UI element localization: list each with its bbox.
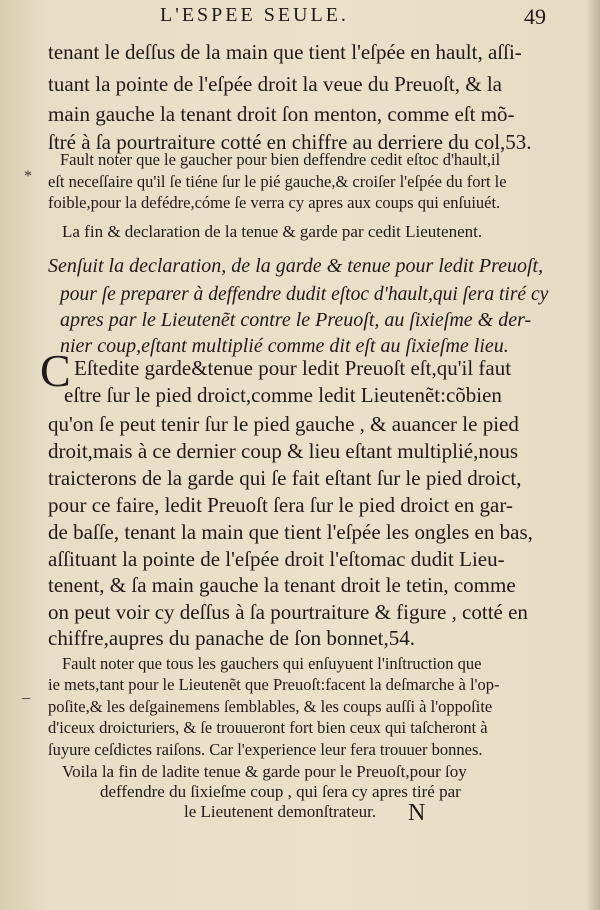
text-line: eſtre ſur le pied droict,comme ledit Lieutenẽt:cõbien xyxy=(64,383,502,407)
text-line: Eſtedite garde&tenue pour ledit Preuoſt eſt,qu'il faut xyxy=(74,356,512,380)
page-number: 49 xyxy=(524,4,546,29)
margin-mark: _ xyxy=(22,684,30,701)
text-line: droit,mais à ce dernier coup & lieu eſtant multiplié,nous xyxy=(48,439,519,463)
text-line: qu'on ſe peut tenir ſur le pied gauche , & auancer le pied xyxy=(48,412,519,436)
closing-line: le Lieutenent demonſtrateur. xyxy=(184,802,377,821)
note-line: Fault noter que le gaucher pour bien deffendre cedit eſtoc d'hault,il xyxy=(60,150,501,169)
running-title: L'ESPEE SEULE. xyxy=(160,4,349,26)
italic-heading-line: pour ſe preparer à deffendre dudit eſtoc d'hault,qui ſera tiré cy xyxy=(60,283,549,305)
text-line: traicterons de la garde qui ſe fait eſtant ſur le pied droict, xyxy=(48,466,522,490)
note-line: d'iceux droicturiers, & ſe trouueront fort bien ceux qui taſcheront à xyxy=(48,718,488,737)
italic-heading-line: nier coup,eſtant multiplié comme dit eſt au ſixieſme lieu. xyxy=(60,335,509,357)
text-line: chiffre,aupres du panache de ſon bonnet,54. xyxy=(48,626,415,650)
text-line: tenant le deſſus de la main que tient l'eſpée en hault, aſſi- xyxy=(48,40,522,64)
text-line: pour ce faire, ledit Preuoſt ſera ſur le pied droict en gar- xyxy=(48,493,513,517)
note-line: Fault noter que tous les gauchers qui enſuyuent l'inſtruction que xyxy=(62,654,482,673)
closing-line: deffendre du ſixieſme coup , qui ſera cy apres tiré par xyxy=(100,782,461,801)
page-header xyxy=(0,2,600,32)
signature-mark: N xyxy=(408,800,426,826)
text-line: ſtré à ſa pourtraiture cotté en chiffre au derriere du col,53. xyxy=(48,130,532,154)
note-line: poſite,& les deſgainemens ſemblables, & les coups auſſi à l'oppoſite xyxy=(48,697,493,716)
text-line: tuant la pointe de l'eſpée droit la veue du Preuoſt, & la xyxy=(48,72,502,96)
note-line: ſuyure ceſdictes raiſons. Car l'experience leur fera trouuer bonnes. xyxy=(48,740,483,759)
section-end-line: La fin & declaration de la tenue & garde par cedit Lieutenent. xyxy=(62,222,483,241)
text-line: de baſſe, tenant la main que tient l'eſpée les ongles en bas, xyxy=(48,520,533,544)
text-line: main gauche la tenant droit ſon menton, comme eſt mõ- xyxy=(48,102,515,126)
note-line: foible,pour la defédre,cóme ſe verra cy apres aux coups qui enſuiuét. xyxy=(48,193,501,212)
note-line: eſt neceſſaire qu'il ſe tiéne ſur le pié gauche,& croiſer l'eſpée du fort le xyxy=(48,172,507,191)
italic-heading-line: Senſuit la declaration, de la garde & tenue pour ledit Preuoſt, xyxy=(48,255,544,277)
closing-line: Voila la fin de ladite tenue & garde pour le Preuoſt,pour ſoy xyxy=(62,762,467,781)
text-line: aſſituant la pointe de l'eſpée droit l'eſtomac dudit Lieu- xyxy=(48,547,505,571)
margin-mark: * xyxy=(24,168,32,185)
italic-heading-line: apres par le Lieutenẽt contre le Preuoſt, au ſixieſme & der- xyxy=(60,309,532,331)
text-line: tenent, & ſa main gauche la tenant droit le tetin, comme xyxy=(48,573,516,597)
drop-cap: C xyxy=(40,345,71,396)
note-line: ie mets,tant pour le Lieutenẽt que Preuoſt:facent la deſmarche à l'op- xyxy=(48,675,500,694)
text-line: on peut voir cy deſſus à ſa pourtraiture & figure , cotté en xyxy=(48,600,528,624)
